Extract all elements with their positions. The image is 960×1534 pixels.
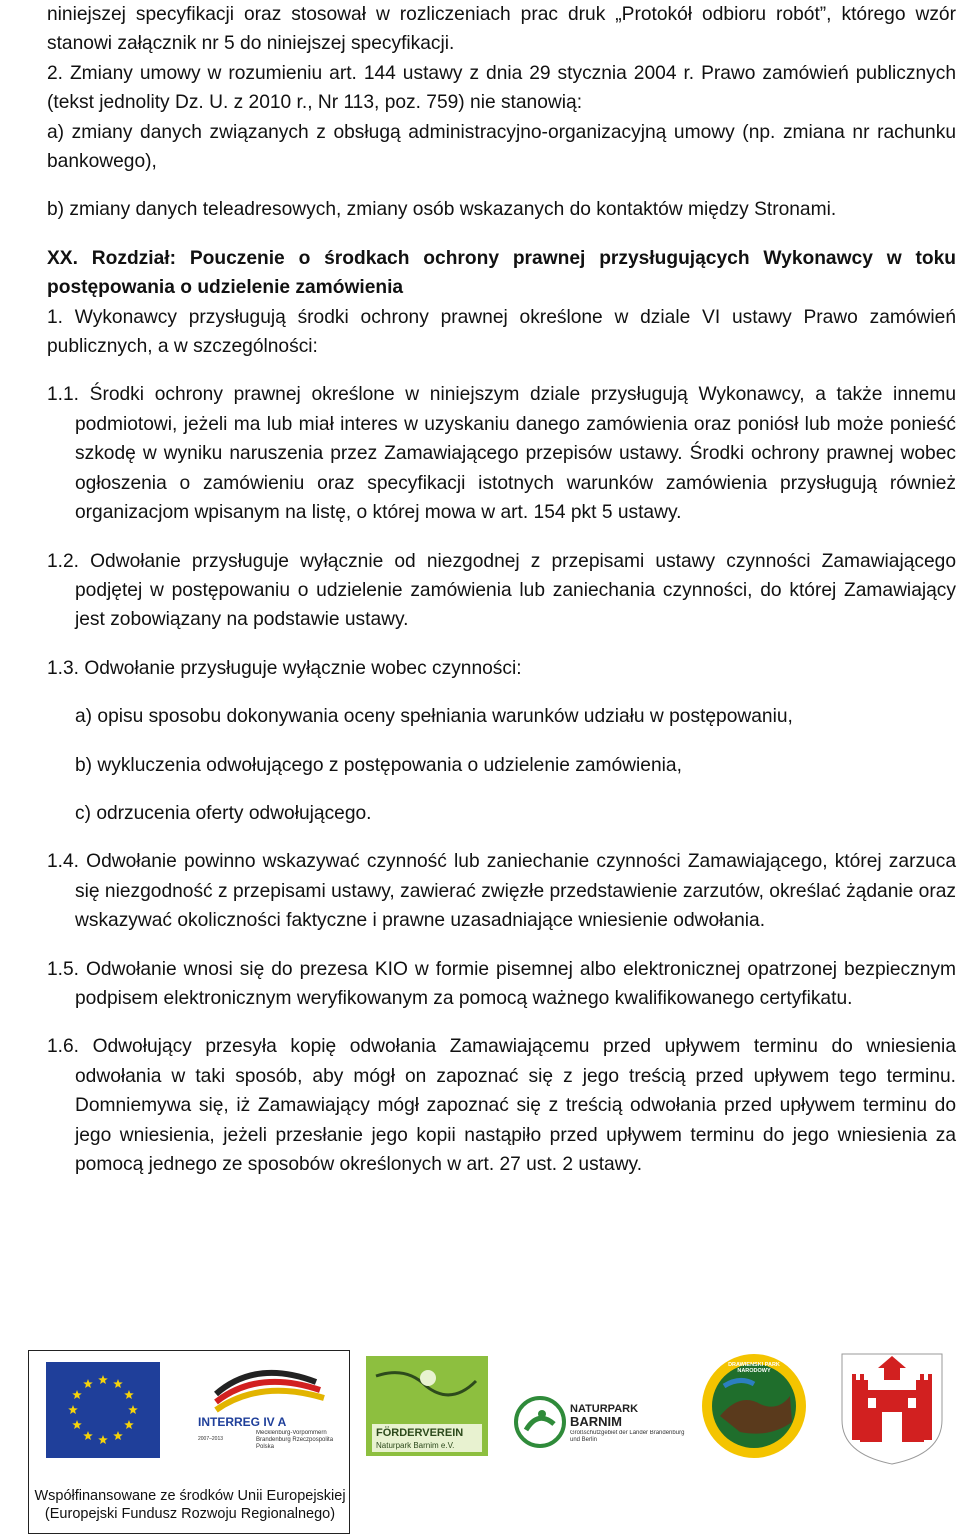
list-item-b: b) zmiany danych teleadresowych, zmiany osób wskazanych do kontaktów między Stronami.	[47, 199, 837, 221]
foerderverein-logo	[366, 1356, 488, 1456]
spacer	[47, 732, 956, 751]
paragraph-1-5: 1.5. Odwołanie wnosi się do prezesa KIO w formie pisemnej albo elektronicznej opatrzonej bezpiecznym podpisem elektronicznym weryfikowanym za pomocą ważnego kwalifikowanego certyfikatu.	[47, 958, 956, 1009]
cofinancing-text: Współfinansowane ze środków Unii Europejskiej (Europejski Fundusz Rozwoju Regionalnego)	[34, 1488, 346, 1522]
naturpark-sub: Großschutzgebiet der Länder Brandenburg und Berlin	[570, 1430, 685, 1443]
dpn-name: DRAWIEŃSKI PARK NARODOWY	[728, 1362, 780, 1374]
dpn-logo	[700, 1352, 808, 1460]
spacer	[47, 635, 956, 654]
naturpark-barnim-logo	[512, 1394, 688, 1454]
spacer	[47, 361, 956, 380]
spacer	[47, 176, 956, 195]
list-item-a: a) zmiany danych związanych z obsługą administracyjno-organizacyjną umowy (np. zmiana nr rachunku bankowego),	[47, 121, 956, 173]
coat-of-arms-logo	[838, 1350, 946, 1466]
spacer	[47, 1013, 956, 1032]
interreg-regions: Mecklenburg-Vorpommern Brandenburg Rzeczpospolita Polska	[256, 1430, 334, 1450]
paragraph-1-3: 1.3. Odwołanie przysługuje wyłącznie wobec czynności:	[47, 657, 522, 679]
spacer	[47, 528, 956, 547]
paragraph-1-4: 1.4. Odwołanie powinno wskazywać czynność lub zaniechanie czynności Zamawiającego, której zarzuca się niezgodność z przepisami ustawy, zawierać zwięzłe przedstawienie zarzutów, określać żądanie oraz wskazywać okoliczności faktyczne i prawne uzasadniające wniesienie odwołania.	[47, 851, 956, 932]
interreg-title: INTERREG IV A	[198, 1415, 287, 1429]
paragraph-1-6: 1.6. Odwołujący przesyła kopię odwołania Zamawiającemu przed upływem terminu do wniesienia odwołania w taki sposób, aby mógł on zapoznać się z jego treścią przed upływem tego terminu. Domniemywa się, iż Zamawiający mógł zapoznać się z treścią odwołania przed upływem terminu do jego wniesienia, jeżeli przesłanie jego kopii nastąpiło przed upływem terminu do jego wniesienia za pomocą jednego ze sposobów określonych w art. 27 ust. 2 ustawy.	[47, 1036, 956, 1175]
paragraph-1-2: 1.2. Odwołanie przysługuje wyłącznie od niezgodnej z przepisami ustawy czynności Zamawiającego podjętej w postępowaniu o udzielenie zamówienia lub zaniechania czynności, do której Zamawiający jest zobowiązany na podstawie ustawy.	[47, 550, 956, 631]
spacer	[47, 225, 956, 244]
paragraph-2: 2. Zmiany umowy w rozumieniu art. 144 ustawy z dnia 29 stycznia 2004 r. Prawo zamówień publicznych (tekst jednolity Dz. U. z 2010 r., Nr 113, poz. 759) nie stanowią:	[47, 62, 956, 114]
eu-flag-logo	[46, 1362, 160, 1458]
foerderverein-title: FÖRDERVEREIN	[376, 1427, 464, 1439]
foerderverein-sub: Naturpark Barnim e.V.	[376, 1441, 455, 1450]
list-item-1-3-c: c) odrzucenia oferty odwołującego.	[75, 802, 372, 824]
document-body	[47, 0, 956, 1179]
spacer	[47, 828, 956, 847]
list-item-1-3-a: a) opisu sposobu dokonywania oceny spełniania warunków udziału w postępowaniu,	[75, 706, 793, 728]
spacer	[47, 683, 956, 702]
interreg-years: 2007–2013	[198, 1436, 224, 1442]
paragraph-1: 1. Wykonawcy przysługują środki ochrony prawnej określone w dziale VI ustawy Prawo zamówień publicznych, a w szczególności:	[47, 306, 956, 358]
naturpark-title: NATURPARK	[570, 1403, 639, 1415]
naturpark-name: BARNIM	[570, 1414, 622, 1429]
spacer	[47, 936, 956, 955]
interreg-logo	[196, 1364, 346, 1458]
footer-logos	[28, 1350, 960, 1534]
section-heading: XX. Rozdział: Pouczenie o środkach ochrony prawnej przysługujących Wykonawcy w toku postępowania o udzielenie zamówienia	[47, 247, 956, 299]
list-item-1-3-b: b) wykluczenia odwołującego z postępowania o udzielenie zamówienia,	[75, 754, 682, 776]
paragraph-continuation: niniejszej specyfikacji oraz stosował w rozliczeniach prac druk „Protokół odbioru robót”, którego wzór stanowi załącznik nr 5 do niniejszej specyfikacji.	[47, 4, 956, 55]
spacer	[47, 780, 956, 799]
paragraph-1-1: 1.1. Środki ochrony prawnej określone w niniejszym dziale przysługują Wykonawcy, a także innemu podmiotowi, jeżeli ma lub miał interes w uzyskaniu danego zamówienia oraz poniósł lub może ponieść szkodę w wyniku naruszenia przez Zamawiającego przepisów ustawy. Środki ochrony prawnej wobec ogłoszenia o zamówieniu oraz specyfikacji istotnych warunków zamówienia przysługują również organizacjom wpisanym na listę, o której mowa w art. 154 pkt 5 ustawy.	[47, 384, 956, 524]
